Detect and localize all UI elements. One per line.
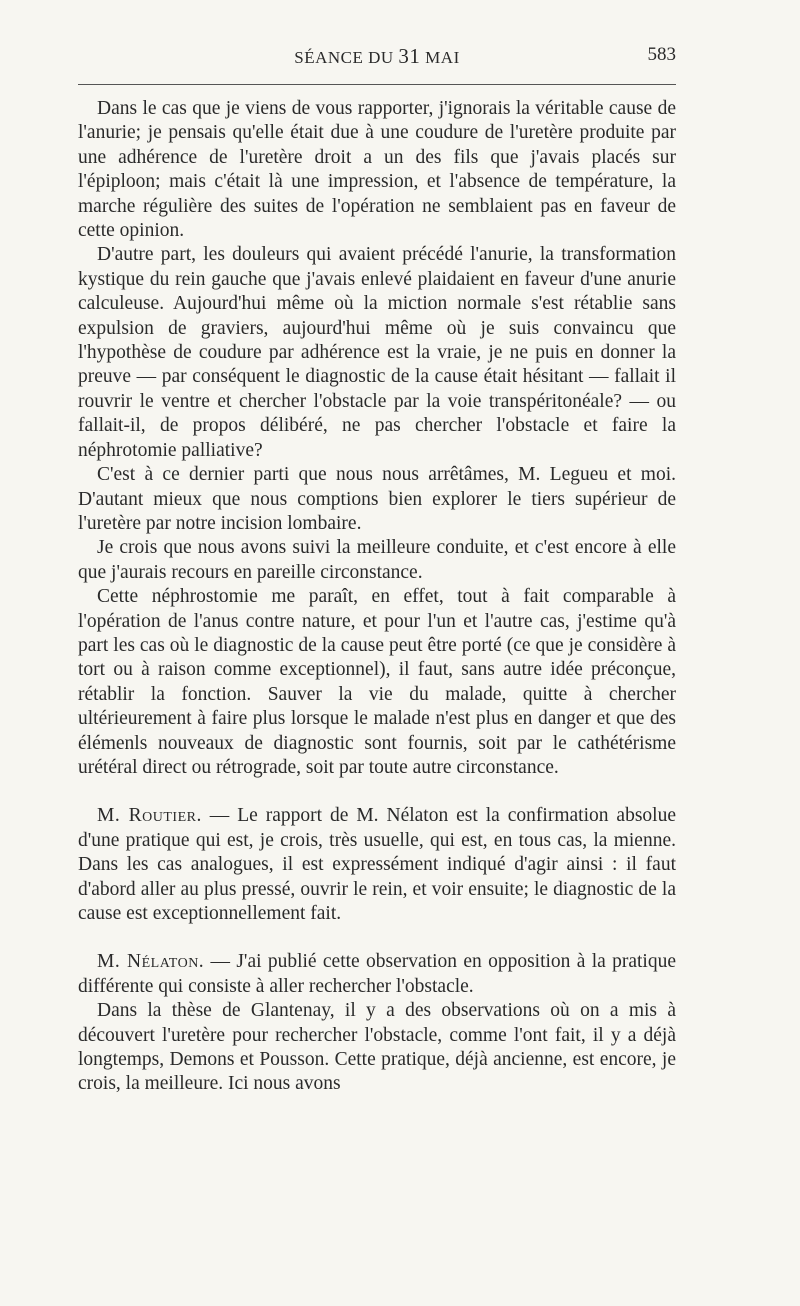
speaker-name: M. Routier. <box>97 805 202 827</box>
paragraph <box>78 97 676 243</box>
running-title-month: MAI <box>420 48 460 67</box>
paragraph-text: D'autre part, les douleurs qui avaient précédé l'anurie, la transformation kystique du rein gauche que j'avais enlevé plaidaient en faveur d'une anurie calculeuse. Aujourd'hui même où la miction normale s'est rétablie sans expulsion de graviers, aujourd'hui même où je suis convaincu que l'hypothèse de coudure par adhérence est la vraie, je ne puis en donner la preuve — par conséquent le diagnostic de la cause était hésitant — fallait il rouvrir le ventre et chercher l'obstacle par la voie transpéritonéale? — ou fallait-il, de propos délibéré, ne pas chercher l'obstacle et faire la néphrotomie palliative? <box>78 244 676 461</box>
paragraph-text: Je crois que nous avons suivi la meilleure conduite, et c'est encore à elle que j'aurais recours en pareille circonstance. <box>78 537 676 583</box>
paragraph-text: Dans la thèse de Glantenay, il y a des observations où on a mis à découvert l'uretère pour rechercher l'obstacle, comme l'ont fait, il y a déjà longtemps, Demons et Pousson. Cette pratique, déjà ancienne, est encore, je crois, la meilleure. Ici nous avons <box>78 1000 676 1095</box>
running-title <box>78 44 676 69</box>
paragraph <box>78 243 676 463</box>
paragraph <box>78 804 676 926</box>
paragraph-text: Dans le cas que je viens de vous rapporter, j'ignorais la véritable cause de l'anurie; je pensais qu'elle était due à une coudure de l'uretère produite par une adhérence de l'uretère droit a un des fils que j'avais placés sur l'épiploon; mais c'était là une impression, et l'absence de température, la marche régulière des suites de l'opération ne semblaient pas en faveur de cette opinion. <box>78 98 676 242</box>
running-header <box>78 44 676 74</box>
paragraph <box>78 585 676 780</box>
paragraph <box>78 999 676 1097</box>
body-text <box>78 97 676 1097</box>
paragraph <box>78 463 676 536</box>
paragraph-text: — Le rapport de M. Nélaton est la confirmation absolue d'une pratique qui est, je crois, très usuelle, qui est, en tous cas, la mienne. Dans les cas analogues, il est expressément indiqué d'agir ainsi : il faut d'abord aller au plus pressé, ouvrir le rein, et voir ensuite; le diagnostic de la cause est exceptionnellement fait. <box>78 805 676 924</box>
paragraph-text: — J'ai publié cette observation en opposition à la pratique différente qui consiste à aller rechercher l'obstacle. <box>78 951 676 997</box>
paragraph <box>78 950 676 999</box>
speaker-name: M. Nélaton. <box>97 951 205 973</box>
paragraph-text: C'est à ce dernier parti que nous nous arrêtâmes, M. Legueu et moi. D'autant mieux que nous comptions bien explorer le tiers supérieur de l'uretère par notre incision lombaire. <box>78 464 676 534</box>
page-number: 583 <box>647 44 676 65</box>
paragraph-text: Cette néphrostomie me paraît, en effet, tout à fait comparable à l'opération de l'anus contre nature, et pour l'un et l'autre cas, j'estime qu'à part les cas où le diagnostic de la cause peut être porté (ce que je considère à tort ou à raison comme exceptionnel), il faut, sans autre idée préconçue, rétablir la fonction. Sauver la vie du malade, quitte à chercher ultérieurement à faire plus lorsque le malade n'est plus en danger et que des élémenls nouveaux de diagnostic sont fournis, soit par le cathétérisme urétéral direct ou rétrograde, soit par toute autre circonstance. <box>78 586 676 778</box>
header-rule <box>78 84 676 85</box>
running-title-day: 31 <box>398 44 421 68</box>
paragraph <box>78 536 676 585</box>
running-title-prefix: SÉANCE DU <box>294 48 399 67</box>
